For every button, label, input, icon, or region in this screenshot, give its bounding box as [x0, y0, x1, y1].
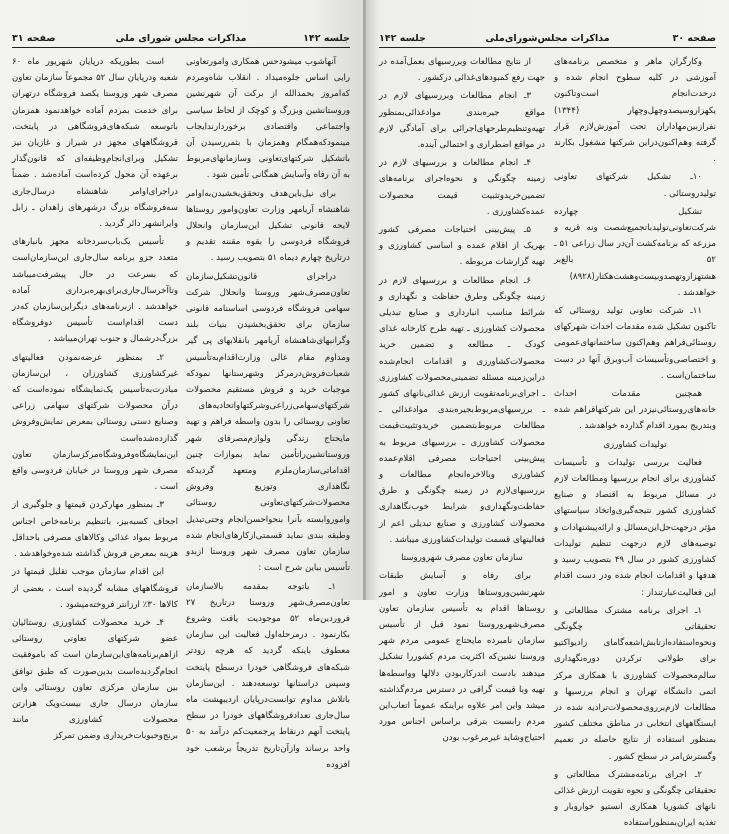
paragraph: ۴ـ خرید محصولات کشاورزی روستائیان عضو شرکتهای تعاونی روستائی ازاهم‌برنامه‌های‌این‌سازمان است که باموفقیت انجام‌گردیده‌است بدین‌صورت که طبق توافق بین سازمان مرکزی تعاون روستائی واین سازمان درسال جاری بیست‌ویک هزارتن محصولات کشاورزی مانند برنج‌وحبوبات‌خریداری وضمن تمرکز — [12, 617, 178, 742]
paragraph: ۱ـ باتوجه بمقدمه بالاسازمان تعاون‌مصرف‌شهر وروستا درتاریخ ۲۷ فروردین‌ماه ۵۲ موجودیت یافت وشروع بکارنمود . درمرحله‌اول فعالیت این سازمان معطوف باینکه گردید که هرچه زودتر شبکه‌های فروشگاهی خودرا درسطح پایتخت وسپس دراستانها توسعه‌دهند . این‌سازمان باتلاش مداوم توانست‌درپایان اردیبهشت ماه سال‌جاری تعدادفروشگاههای خودرا در سطح پایتخت آنهم درنقاط پرجمعیت‌کم درآمد به ۵۰ واحد برساند وازآن‌تاریخ تدریجاً برشعب خود افزوده — [186, 581, 350, 770]
paragraph: ۵ـ پیش‌بینی احتیاجات مصرفی کشور بهریک از اقلام عمده و اساسی کشاورزی و تهیه گزارشات مربوطه . — [379, 225, 545, 268]
paragraph: آنهاشوب میشودحس همکاری وامورتعاونی رایی اساس جلوه‌میداد . انقلاب شاه‌ومردم که‌امروز بحمدالله از برکت آن شهرنشین وروستانشین وبزرگ و کوچک از لحاظ سیاسی واجتماعی واقتصادی برخوردارندایجاب مینمودکه‌همگام وهمزمان با بثمررسیدن آن باتشکیل شرکتهای‌تعاونی وسازمانهای‌مربوط به آن رفاه وآسایش همگانی تأمین شود . — [186, 57, 350, 181]
book-gutter — [363, 0, 366, 600]
paragraph: ۱۱ـ شرکت تعاونی تولید روستائی که تاکنون تشکیل شده مقدمات احداث شهرکهای روستائی‌فراهم وهم‌اکنون ساختمانهای‌عمومی و اختصاصی‌وتأسیسات آب‌وبرق آنها در دست ساختمان‌است . — [554, 306, 716, 381]
text-column-right — [554, 54, 716, 834]
paragraph: ۱ـ اجرای برنامه مشترک مطالعاتی و تحقیقاتی چگونگی ونحوه‌استفاده‌ازتابش‌اشعه‌گامای رادیواکتیو برای طولانی ترکردن دوره‌نگهداری سالم‌محصولات کشاورزی با همکاری مرکز اتمی دانشگاه تهران و انجام بررسیها و مطالعات لازم‌برروی‌محصولات‌ترادیه شده در ایستگاههای انتخابی در مناطق مختلف کشور بمنظور استفاده از نتایج حاصله در تعمیم وگسترش‌امر در سطح کشور . — [554, 605, 716, 762]
paragraph: ۳ـ بمنظور مهارکردن قیمتها و جلوگیری از اجحاف کسبه‌بیز، باتنظیم برنامه‌خاص اجناس مربوط بمواد غذائی وکالاهای مصرفی باحداقل هزینه بمعرض فروش گذاشته شده‌وخواهدشد . — [12, 500, 178, 560]
paragraph: فعالیت بررسی تولیدات و تأسیسات کشاورزی برای انجام بررسیها ومطالعات لازم در مسائل مربوط به اقتصاد و صنایع کشاورزی کشور نتیجه‌گیری‌واتخاذ سیاستهای مؤثر درجهت‌حل‌این‌مسائل و ارائه‌پیشنهادات و توصیه‌های لازم درجهت تنظیم تولیدات کشاورزی کشور در سال ۴۹ بتصویب رسید و هدفها و اقدامات انجام شده ودر دست اقدام این فعالیت‌عبارتنداز : — [554, 457, 716, 598]
page-header — [12, 33, 350, 48]
paragraph: تشکیل چهارده شرکت‌تعاونی‌تولیدباتجمیع‌شصت ونه قریه و مزرعه که برنامه‌کشت آن‌در سال زراعی ۵۱ ـ ۵۲ بالغ‌بر هشتهزاروتهصدوبیست‌وهشت‌هکتار(۸۹۲۸) خواهدشد . — [554, 206, 716, 298]
paragraph: ۱۰ـ تشکیل شرکتهای تعاونی تولیدروستائی . — [554, 172, 716, 199]
section-heading: تولیدات کشاورزی — [603, 439, 667, 450]
paragraph: وکارگران ماهر و متخصص برنامه‌های آموزشی در کلیه سطوح انجام شده و درحدت‌انجام است‌وتاکنون یکهزاروسیصدوچهل‌وچهار (۱۳۴۴) نفرازبین‌مهاداران تحت آموزش‌لازم قرار گرفته وهم‌اکنون‌دراین شرکتها مشغول بکارند . — [554, 57, 716, 165]
paragraph: تأسیس یک‌باب‌سردخانه مجهز بانبارهای متعدد جزو برنامه سال‌جاری این‌سازمان‌است که بسرعت در حال پیشرفت‌میباشد وتاآخرسال‌جاری‌برای‌بهره‌برداری آماده خواهدشد . ازبرنامه‌های دیگراین‌سازمان که‌در دست اقدام‌است تأسیس دوفروشگاه بزرگ‌درشمال و جنوب تهران‌میباشد . — [12, 237, 178, 345]
paragraph: این اقدام سازمان موجب تقلیل قیمتها در فروشگاههای مشابه گردیده است ، بعضی از کالاها ۳۰٪ ارزانتر فروخته‌میشود . — [12, 567, 178, 610]
page-number: صفحه ۳۰ — [672, 33, 716, 44]
page-number: صفحه ۳۱ — [12, 33, 56, 44]
paragraph: ۲ـ اجرای برنامه‌مشترک مطالعاتی و تحقیقاتی چگونگی و نحوه تقویت ارزش غذائی نانهای کشوربا همکاری انستیو خواروبار و تغذیه ایران‌بمنظوراستفاده — [554, 769, 716, 829]
paragraph: برای رفاه و آسایش طبقات شهرنشین‌وروستاها وزارت تعاون و امور روستاها اقدام به تأسیس سازمان تعاون مصرف‌شهروروستا نمود قبل از تأسیس سازمان نامبرده مایحتاج عمومی مردم شهر وروستا نشین‌که اکثریت مردم کشوررا تشکیل میدهند بادست اندرکاربودن دلالها وواسطه‌ها تهیه وبا قیمت گرافی در دسترس مردم‌گذاشته میشد واین امر علاوه براینکه عموماً اتعاب‌این مردم رابسبت بترقی براساس اجناس مورد احتیاج‌وشاید غیرمرغوب بودن — [379, 571, 545, 744]
session-number: جلسه ۱۴۲ — [379, 33, 426, 44]
paragraph: دراجرای قانون‌تشکیل‌سازمان تعاون‌مصرف‌شهر وروستا وانحلال شرکت سهامی فروشگاه فردوسی اساسنامه قانونی سازمان برای تحقق‌بخشیدن بنیات بلند وگرانبهای‌شاهنشاه آریامهر بانقلابهای پی گیر ومداوم مقام عالی وزارت‌اقدام‌به‌تأسیس شعبات‌فروش‌درمرکز وشهرستانها نمودکه موجبات خرید و فروش مستقیم محصولات شرکتهای‌سهامی‌زراعی‌وشرکتها‌واتحادیه‌های تعاونی روستائی را بدون واسطه فراهم و تهیه مایحتاج زندگی ولوازم‌مصرفای شهر وروستانشین‌راتأمین نماید بموازات چنین اقداماتی‌سازمان‌ملزم ومتعهد گردیدکه نگاهداری وتوزیع وفروش محصولات‌شرکتهای‌تعاونی روستائی وامورو‌ابسته بآنرا بنحواحسن‌انجام وحتی‌تبدیل وطبقه بندی نماید قسمتی‌ازکارهای‌انجام شده سازمان تعاون مصرف شهر وروستا ازبدو تأسیس بباین شرح است : — [186, 271, 350, 574]
right-page — [365, 0, 729, 829]
paragraph: ۶ـ انجام مطالعات و بررسیهای لازم در زمینه چگونگی وطرق حفاظت و نگهداری و شرائط مناسب انبارداری و صنایع تبدیلی محصولات کشاورزی ـ تهیه طرح کارخانه غذای کودک ـ مطالعه و تضمین خرید محصولات‌کشاورزی و اقدامات انجام‌شده دراین‌زمینه مسئله تضمینی‌محصولات کشاورزی ـ اجرای‌برنامه‌تقویت ارزش غذائی‌نانهای کشور ـ بررسیهای‌مربوط‌بجیره‌بندی موادغذائی ـ مطالعات مربوط‌بتضمین خریدوتثبیت‌قیمت محصولات کشاورزی ـ بررسیهای مربوط به پیش‌بینی احتیاجات مصرفی اقلام‌عمده کشاورزی وبالاخره‌انجام مطالعات و بررسیهای‌لازم در زمینه چگونگی و طرق حفاظت‌ونگهداری‌و شرایط خوب‌نگاهداری محصولات کشاورزی و صنایع تبدیلی اعم از فعالیتهای قسمت تولیدات‌کشاورزی میباشد . — [379, 275, 545, 545]
text-column-left — [12, 54, 178, 747]
paragraph: ۴ـ انجام مطالعات و بررسیهای لازم در زمینه چگونگی و نحوه‌اجرای برنامه‌های تضمین‌خریدوتثبیت قیمت محصولات عمده‌کشاورزی . — [379, 158, 545, 217]
paragraph: ۳ـ انجام مطالعات وبررسیهای لازم در مواقع جیره‌بندی موادغذائی‌بمنظور تهیه‌وتنظیم‌طرحهای‌اجرائی برای آمادگی لازم در مواقع اضطراری و احتمالی آینده. — [379, 91, 545, 151]
text-column-right — [186, 54, 350, 775]
running-title: مذاکرات مجلس شورای ملی — [115, 33, 247, 44]
paragraph: ۲ـ بمنظور عرضه‌نمودن فعالیتهای غیرکشاورزی کشاورزان ، این‌سازمان مبادرت‌به‌تأسیس یک‌نمایشگاه نموده‌است که درآن محصولات شرکتهای سهامی زراعی وصنایع دستی روستائی بمعرض نمایش‌وفروش گذارده‌شده‌است این‌نمایشگاه‌وفروشگاه‌مرکزسازمان تعاون مصرف شهر وروستا در خیابان فردوسی واقع است . — [12, 352, 178, 493]
page-header — [379, 33, 716, 48]
session-number: جلسه ۱۴۲ — [303, 33, 350, 44]
left-page — [0, 0, 365, 770]
section-heading: سازمان تعاون مصرف شهروروستا — [401, 553, 523, 564]
paragraph: همچنین مقدمات احداث خانه‌های‌روستائی‌نیزدر این شرکتهاقراهم شده وبتدریج بمورد اقدام گذارده خواهدشد . — [554, 389, 716, 432]
paragraph: برای نیل‌باین‌هدف وتحقق‌بخشیدن‌به‌اوامر شاهنشاه آریامهر وزارت تعاون‌وامور روستاها لایحه قانونی تشکیل این‌سازمان وانحلال فروشگاه فردوسی را بقوه مقننه تقدیم و درتاریخ چهارم دیماه ۵۱ بتصویب رسید . — [186, 188, 350, 264]
paragraph: از نتایج مطالعات وبررسیهای بعمل‌آمده در جهت رفع کمبودهای‌غذائی درکشور . — [379, 57, 545, 84]
text-column-left — [379, 54, 545, 749]
running-title: مذاکرات مجلس‌شورای‌ملی — [485, 33, 610, 44]
paragraph: است بطوریکه درپایان شهریور ماه ۶۰ شعبه ودرپایان سال ۵۲ مجموعاً سازمان تعاون مصرف شهر وروستا یکصد فروشگاه درتهران برای خدمت بمردم آماده خواهدنمود همزمان باتوسعه شبکه‌های‌فروشگاهی در پایتخت، فروشگاههای مجهز در شیراز و غازیان نیز تشکیل وبرای‌انجام‌وظیفه‌ای که قانون‌گذار برعهده آن محول کرده‌است آماده‌شد . ضمناً دراجرای‌اوامر شاهنشاه درسال‌جاری سه‌فروشگاه بزرگ درشهرهای زاهدان ـ زابل وایرانشهر دائر گردید . — [12, 57, 178, 230]
